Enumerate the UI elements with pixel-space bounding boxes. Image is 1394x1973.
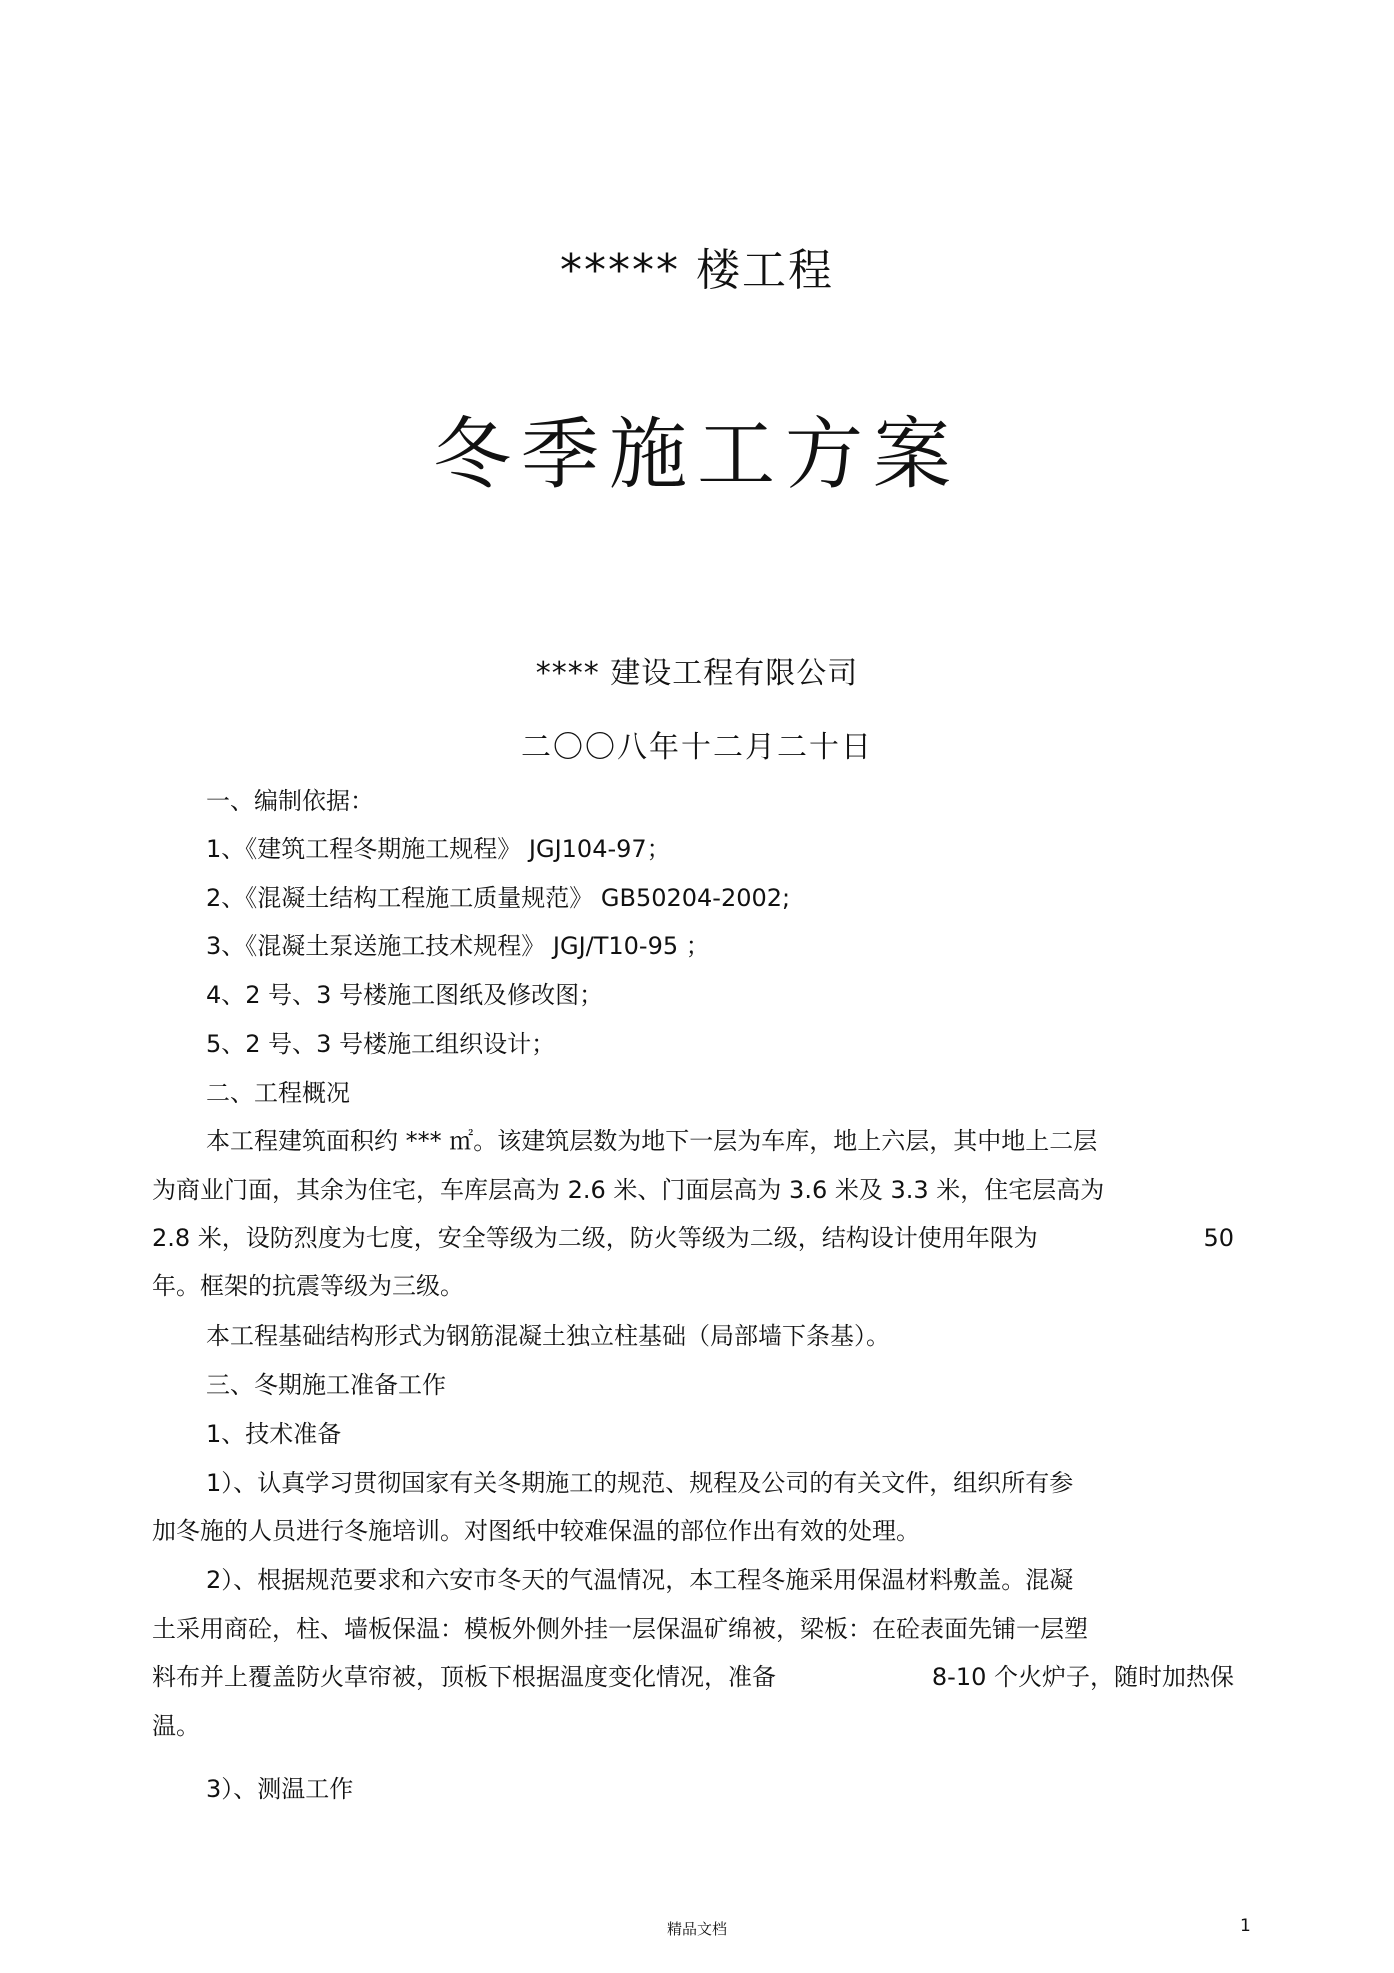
basis-item-5: 5、2 号、3 号楼施工组织设计；: [206, 1030, 556, 1058]
subsection-heading-technical: 1、技术准备: [206, 1420, 342, 1448]
overview-paragraph-2: 本工程基础结构形式为钢筋混凝土独立柱基础（局部墙下条基）。: [206, 1322, 890, 1350]
section-heading-preparation: 三、冬期施工准备工作: [206, 1371, 446, 1399]
prep-item-1-line: 加冬施的人员进行冬施培训。对图纸中较难保温的部位作出有效的处理。: [152, 1517, 920, 1545]
prep-item-2-line: 土采用商砼，柱、墙板保温：模板外侧外挂一层保温矿绵被，梁板：在砼表面先铺一层塑: [152, 1615, 1088, 1643]
overview-paragraph-line: 本工程建筑面积约 *** ㎡。该建筑层数为地下一层为车库，地上六层，其中地上二层: [206, 1127, 1098, 1155]
main-title: 冬季施工方案: [432, 410, 961, 500]
prep-item-2-line: 温。: [152, 1712, 200, 1740]
basis-item-3: 3、《混凝土泵送施工技术规程》 JGJ/T10-95 ；: [206, 932, 710, 960]
basis-item-4: 4、2 号、3 号楼施工图纸及修改图；: [206, 981, 604, 1009]
footer-label: 精品文档: [666, 1920, 727, 1938]
prep-item-2-line: 2）、根据规范要求和六安市冬天的气温情况，本工程冬施采用保温材料敷盖。混凝: [206, 1566, 1074, 1594]
overview-paragraph-line: 为商业门面，其余为住宅，车库层高为 2.6 米、门面层高为 3.6 米及 3.3 米，住宅层高为: [152, 1176, 1105, 1204]
prep-item-2-line: [152, 1662, 1234, 1692]
overview-text: 2.8 米，设防烈度为七度，安全等级为二级，防火等级为二级，结构设计使用年限为: [152, 1224, 1038, 1252]
document-date: 二〇〇八年十二月二十日: [521, 730, 873, 765]
overview-paragraph-line: 年。框架的抗震等级为三级。: [152, 1272, 464, 1300]
section-heading-basis: 一、编制依据：: [206, 787, 374, 815]
prep-item-1-line: 1）、认真学习贯彻国家有关冬期施工的规范、规程及公司的有关文件，组织所有参: [206, 1469, 1074, 1497]
project-title: ***** 楼工程: [560, 245, 834, 296]
page-number: 1: [1240, 1916, 1251, 1936]
basis-item-2: 2、《混凝土结构工程施工质量规范》 GB50204-2002;: [206, 884, 791, 912]
basis-item-1: 1、《建筑工程冬期施工规程》 JGJ104-97；: [206, 835, 671, 863]
prep-text: 料布并上覆盖防火草帘被，顶板下根据温度变化情况，准备: [152, 1663, 776, 1691]
prep-text: 8-10 个火炉子，随时加热保: [931, 1663, 1234, 1691]
overview-paragraph-line: [152, 1223, 1234, 1253]
prep-item-3-heading: 3）、测温工作: [206, 1775, 354, 1803]
section-heading-overview: 二、工程概况: [206, 1079, 350, 1107]
company-name: **** 建设工程有限公司: [535, 656, 859, 691]
overview-text: 50: [1203, 1224, 1234, 1252]
